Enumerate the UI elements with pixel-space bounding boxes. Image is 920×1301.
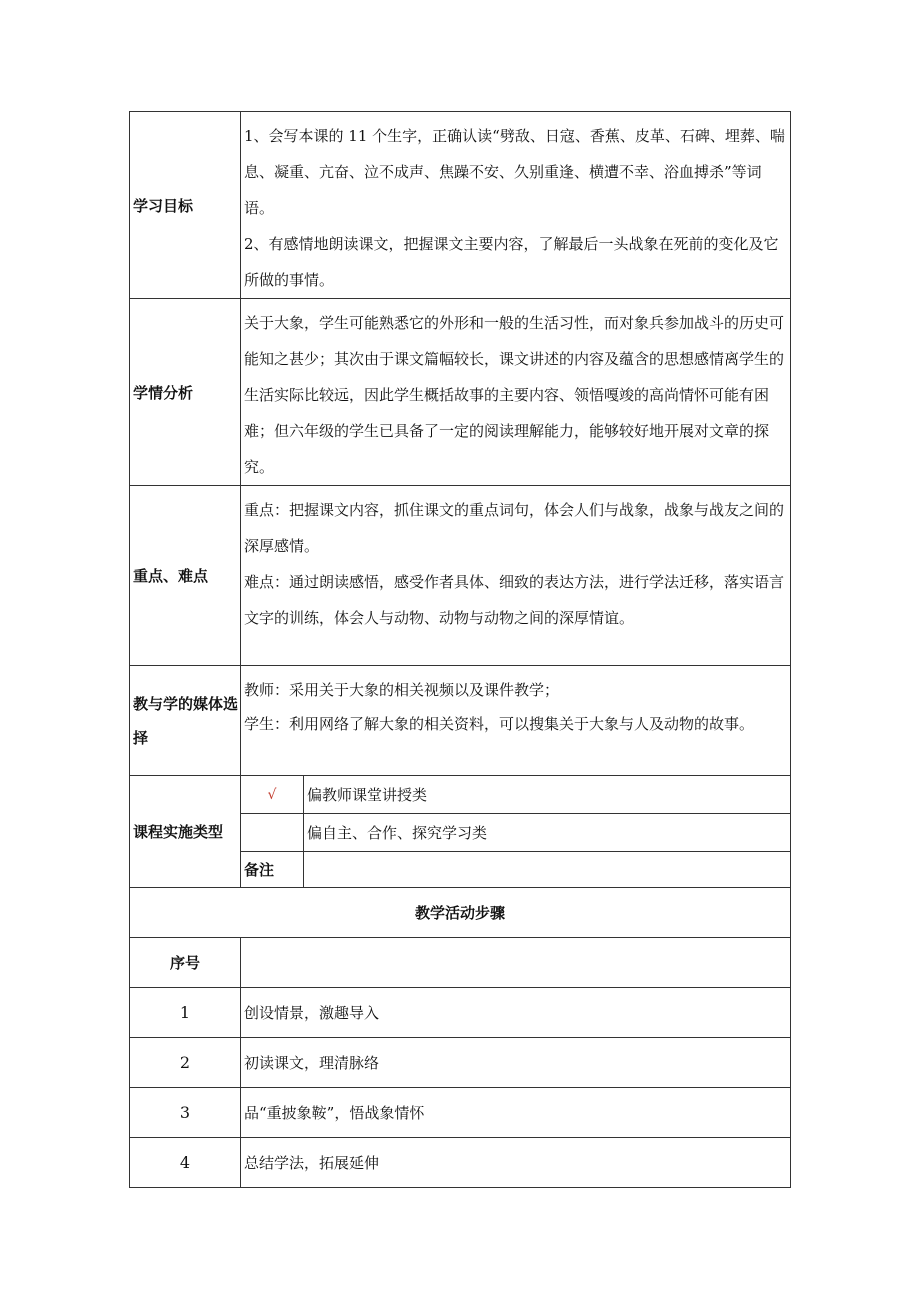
focus-label: 重点、难点: [130, 486, 241, 666]
course-type-option-2: 偏自主、合作、探究学习类: [304, 814, 791, 852]
step-index: 3: [130, 1088, 241, 1138]
analysis-text: 关于大象，学生可能熟悉它的外形和一般的生活习性，而对象兵参加战斗的历史可能知之甚少；其次由于课文篇幅较长，课文讲述的内容及蕴含的思想感情离学生的生活实际比较远，因此学生概括故事的主要内容、领悟嘎竣的高尚情怀可能有困难；但六年级的学生已具备了一定的阅读理解能力，能够较好地开展对文章的探究。: [244, 314, 785, 476]
objective-item: 2、有感情地朗读课文，把握课文主要内容，了解最后一头战象在死前的变化及它所做的事情。: [244, 235, 779, 289]
focus-row: [130, 486, 791, 666]
media-item: 学生：利用网络了解大象的相关资料，可以搜集关于大象与人及动物的故事。: [244, 715, 755, 733]
media-content: [241, 666, 791, 776]
step-index: 4: [130, 1138, 241, 1188]
focus-item: 重点：把握课文内容，抓住课文的重点词句，体会人们与战象，战象与战友之间的深厚感情。: [244, 501, 785, 555]
analysis-content: [241, 299, 791, 486]
note-label: 备注: [241, 852, 304, 888]
steps-header-content: [241, 938, 791, 988]
objectives-content: [241, 112, 791, 299]
steps-header-index: 序号: [130, 938, 241, 988]
step-text: 品“重披象鞍”，悟战象情怀: [241, 1088, 791, 1138]
step-text: 初读课文，理清脉络: [241, 1038, 791, 1088]
course-type-mark-2: [241, 814, 304, 852]
analysis-label: 学情分析: [130, 299, 241, 486]
objectives-row: [130, 112, 791, 299]
step-index: 2: [130, 1038, 241, 1088]
lesson-plan-table: [129, 111, 791, 1188]
step-text: 创设情景，激趣导入: [241, 988, 791, 1038]
course-type-mark-1: √: [241, 776, 304, 814]
steps-title-row: [130, 888, 791, 938]
media-label-text: 教与学的媒体选择: [133, 694, 239, 747]
step-text: 总结学法，拓展延伸: [241, 1138, 791, 1188]
step-row: [130, 988, 791, 1038]
objective-item: 1、会写本课的 11 个生字，正确认读“劈敌、日寇、香蕉、皮革、石碑、埋葬、喘息、凝重、亢奋、泣不成声、焦躁不安、久别重逢、横遭不幸、浴血搏杀”等词语。: [244, 127, 785, 217]
media-item: 教师：采用关于大象的相关视频以及课件教学；: [244, 681, 560, 699]
focus-content: [241, 486, 791, 666]
step-index: 1: [130, 988, 241, 1038]
analysis-row: [130, 299, 791, 486]
course-type-option-1: 偏教师课堂讲授类: [304, 776, 791, 814]
step-row: [130, 1038, 791, 1088]
note-value: [304, 852, 791, 888]
course-type-row-1: [130, 776, 791, 814]
step-row: [130, 1138, 791, 1188]
focus-item: 难点：通过朗读感悟，感受作者具体、细致的表达方法，进行学法迁移，落实语言文字的训练，体会人与动物、动物与动物之间的深厚情谊。: [244, 573, 785, 627]
steps-title: 教学活动步骤: [130, 888, 791, 938]
steps-header-row: [130, 938, 791, 988]
media-row: [130, 666, 791, 776]
course-type-label: 课程实施类型: [130, 776, 241, 888]
step-row: [130, 1088, 791, 1138]
media-label: [130, 666, 241, 776]
objectives-label: 学习目标: [130, 112, 241, 299]
